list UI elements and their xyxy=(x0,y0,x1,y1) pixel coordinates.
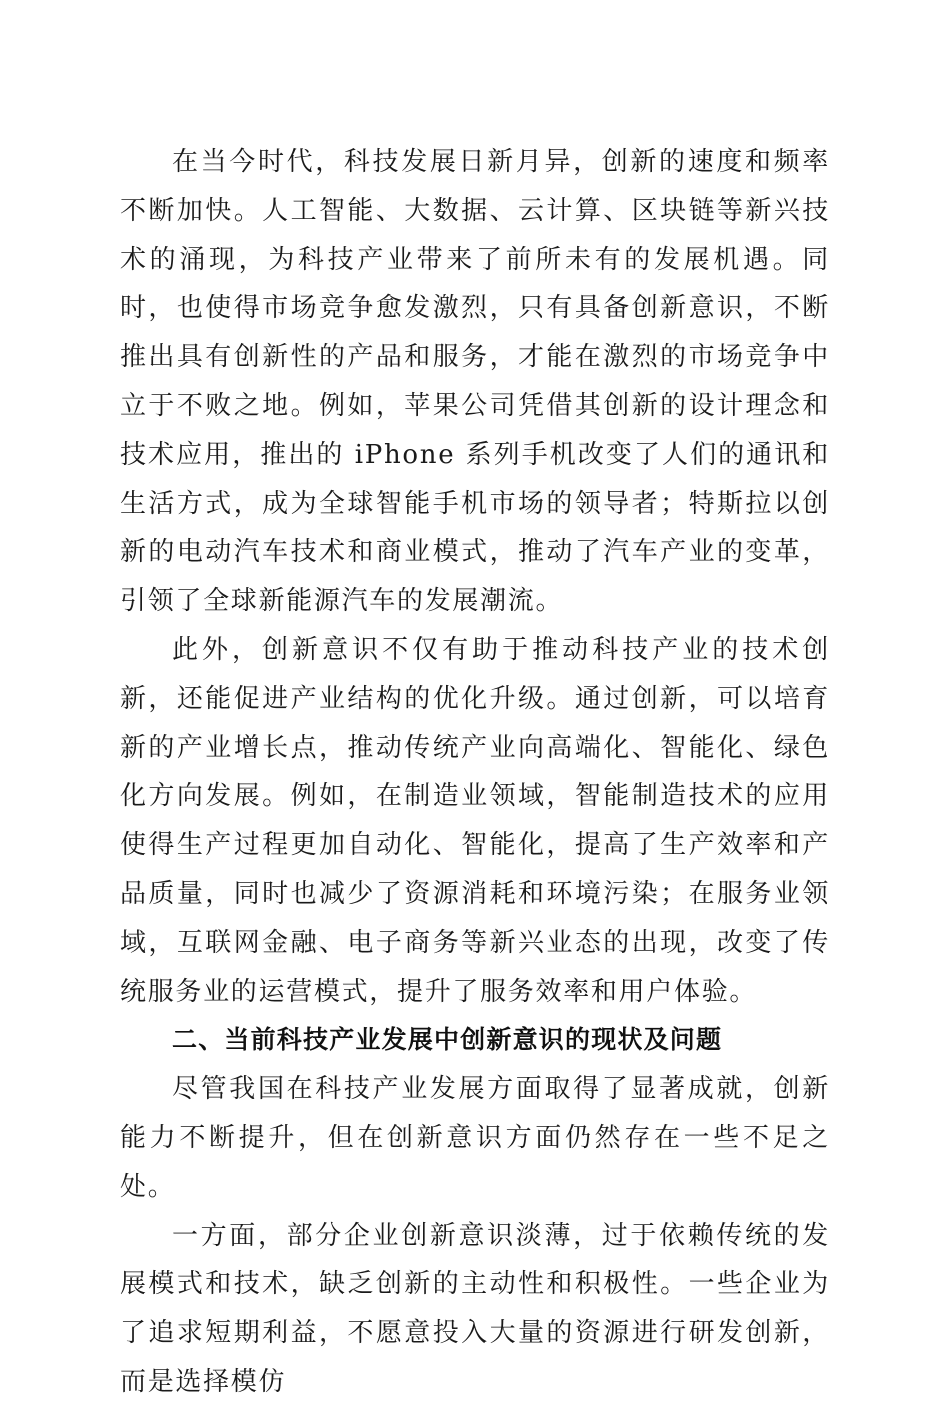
section-heading: 二、当前科技产业发展中创新意识的现状及问题 xyxy=(172,1025,723,1055)
paragraph-current-status: 尽管我国在科技产业发展方面取得了显著成就，创新能力不断提升，但在创新意识方面仍然存在一些不足之处。 xyxy=(120,1074,830,1202)
paragraph-innovation-era: 在当今时代，科技发展日新月异，创新的速度和频率不断加快。人工智能、大数据、云计算、区块链等新兴技术的涌现，为科技产业带来了前所未有的发展机遇。同时，也使得市场竞争愈发激烈，只有具备创新意识，不断推出具有创新性的产品和服务，才能在激烈的市场竞争中立于不败之地。例如，苹果公司凭借其创新的设计理念和技术应用，推出的 iPhone 系列手机改变了人们的通讯和生活方式，成为全球智能手机市场的领导者；特斯拉以创新的电动汽车技术和商业模式，推动了汽车产业的变革，引领了全球新能源汽车的发展潮流。 xyxy=(120,147,830,617)
paragraph-enterprise-problems: 一方面，部分企业创新意识淡薄，过于依赖传统的发展模式和技术，缺乏创新的主动性和积极性。一些企业为了追求短期利益，不愿意投入大量的资源进行研发创新，而是选择模仿 xyxy=(120,1220,830,1397)
paragraph-industry-upgrade: 此外，创新意识不仅有助于推动科技产业的技术创新，还能促进产业结构的优化升级。通过创新，可以培育新的产业增长点，推动传统产业向高端化、智能化、绿色化方向发展。例如，在制造业领域，智能制造技术的应用使得生产过程更加自动化、智能化，提高了生产效率和产品质量，同时也减少了资源消耗和环境污染；在服务业领域，互联网金融、电子商务等新兴业态的出现，改变了传统服务业的运营模式，提升了服务效率和用户体验。 xyxy=(120,634,830,1007)
document-body xyxy=(120,138,830,1407)
